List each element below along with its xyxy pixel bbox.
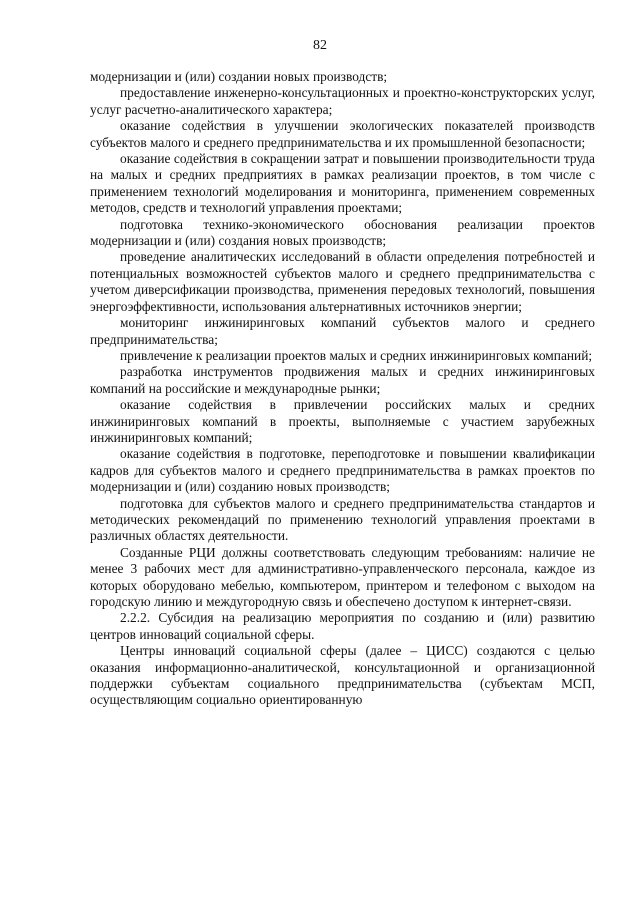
paragraph: Созданные РЦИ должны соответствовать следующим требованиям: наличие не менее 3 рабочих мест для административно-управленческого персонала, каждое из которых оборудовано мебелью, компьютером, принтером и телефоном с выходом на городскую линию и междугородную связь и обеспечено доступом к интернет-связи. [90,544,595,609]
paragraph: подготовка технико-экономического обоснования реализации проектов модернизации и (или) создания новых производств; [90,216,595,249]
document-body [90,69,595,709]
paragraph: оказание содействия в улучшении экологических показателей производств субъектов малого и среднего предпринимательства и их промышленной безопасности; [90,118,595,150]
paragraph: оказание содействия в подготовке, переподготовке и повышении квалификации кадров для субъектов малого и среднего предпринимательства в рамках проектов по модернизации и (или) созданию новых производств; [90,446,595,495]
paragraph: предоставление инженерно-консультационных и проектно-конструкторских услуг, услуг расчетно-аналитического характера; [90,85,595,117]
paragraph: разработка инструментов продвижения малых и средних инжиниринговых компаний на российские и международные рынки; [90,364,595,396]
section-heading-paragraph: 2.2.2. Субсидия на реализацию мероприятия по созданию и (или) развитию центров инноваций социальной сферы. [90,610,595,642]
paragraph: привлечение к реализации проектов малых и средних инжиниринговых компаний; [120,347,593,363]
paragraph: оказание содействия в сокращении затрат и повышении производительности труда на малых и средних предприятиях в рамках реализации проектов, в том числе с применением технологий моделирования и мониторинга, применением современных методов, средств и технологий управления проектами; [90,151,595,216]
paragraph: подготовка для субъектов малого и среднего предпринимательства стандартов и методических рекомендаций по применению технологий управления проектами в различных областях деятельности. [90,495,595,544]
paragraph: Центры инноваций социальной сферы (далее – ЦИСС) создаются с целью оказания информационно-аналитической, консультационной и организационной поддержки субъектам социального предпринимательства (субъектам МСП, осуществляющим социально ориентированную [90,643,595,708]
paragraph: проведение аналитических исследований в области определения потребностей и потенциальных возможностей субъектов малого и среднего предпринимательства с учетом диверсификации производства, применения передовых технологий, повышения энергоэффективности, использования альтернативных источников энергии; [90,249,595,314]
paragraph: мониторинг инжиниринговых компаний субъектов малого и среднего предпринимательства; [90,315,595,347]
page-number: 82 [313,38,327,53]
paragraph: модернизации и (или) создании новых производств; [90,69,388,84]
paragraph: оказание содействия в привлечении российских малых и средних инжиниринговых компаний в проекты, выполняемые с участием зарубежных инжиниринговых компаний; [90,397,595,445]
